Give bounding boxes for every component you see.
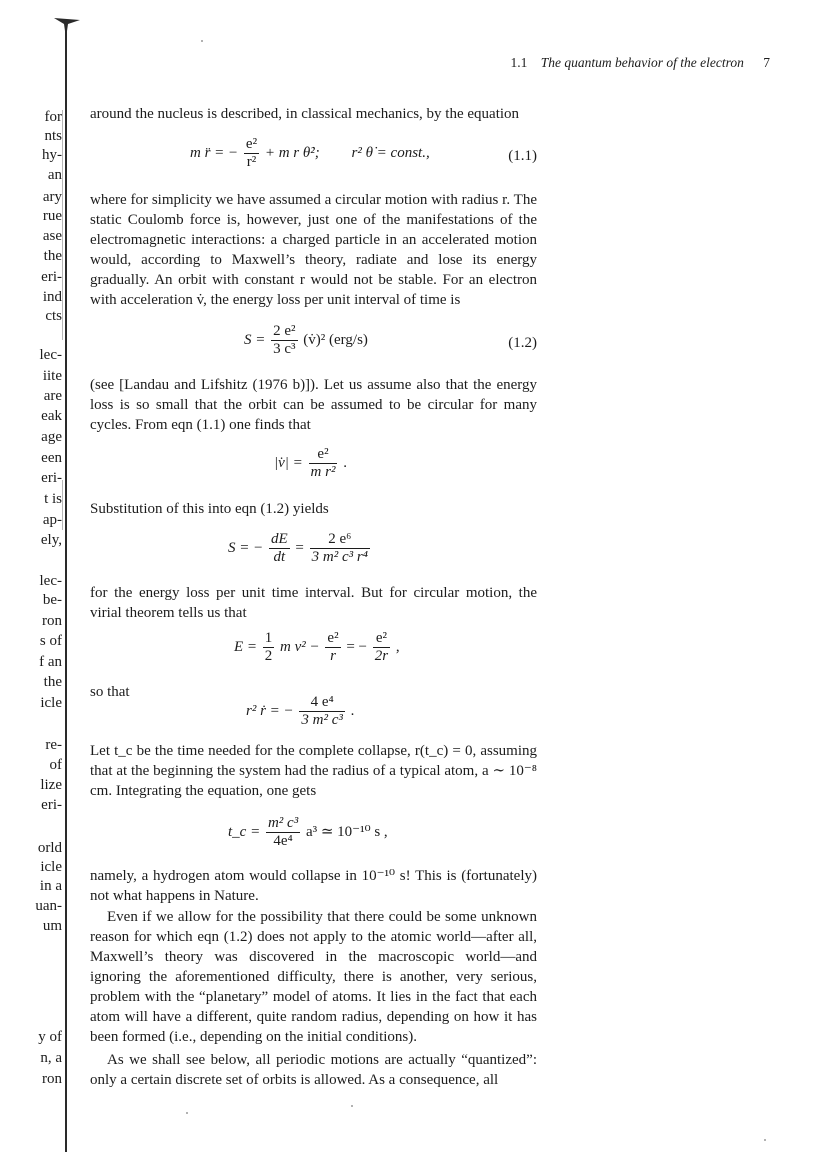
margin-fragment: of xyxy=(49,757,62,773)
equation-virial: E = $\frac{1}{2}$ m v² − $\frac{\text{e²}}{r}$ = − $\frac{\text{e²}}{2r}$ , xyxy=(234,630,400,664)
margin-fragment: f an xyxy=(39,654,62,670)
margin-fragment: cts xyxy=(45,308,62,324)
equation-velocity: |v̇| = $\frac{\text{e²}}{\text{m r²}}$ . xyxy=(274,446,347,480)
margin-fragment: are xyxy=(43,388,62,404)
margin-fragment: uan- xyxy=(35,898,62,914)
margin-fragment: orld xyxy=(37,840,62,856)
gutter-rule xyxy=(62,110,63,340)
scan-speck xyxy=(186,1112,188,1114)
margin-fragment: be- xyxy=(42,592,62,608)
paragraph: Let t_c be the time needed for the complete collapse, r(t_c) = 0, assuming that at the beginning the system had the radius of a typical atom, a ∼ 10⁻⁸ cm. Integrating the equation, one gets xyxy=(90,743,537,799)
scan-speck xyxy=(201,40,203,42)
margin-fragment: icle xyxy=(40,695,62,711)
margin-fragment: ary xyxy=(42,189,62,205)
margin-fragment: iite xyxy=(42,368,62,384)
margin-fragment: age xyxy=(41,429,62,445)
margin-fragment: re- xyxy=(45,737,62,753)
paragraph: so that xyxy=(90,684,130,700)
equation-number: (1.1) xyxy=(508,148,537,164)
margin-fragment: t is xyxy=(44,491,62,507)
binding-edge xyxy=(65,22,67,1152)
margin-fragment: y of xyxy=(38,1029,62,1045)
page-number: 7 xyxy=(763,55,770,70)
binding-mark-icon xyxy=(52,16,82,38)
margin-fragment: n, a xyxy=(40,1050,62,1066)
margin-fragment: for xyxy=(44,109,62,125)
margin-fragment: the xyxy=(43,248,62,264)
margin-fragment: in a xyxy=(39,878,62,894)
margin-fragment: lize xyxy=(40,777,62,793)
paragraph: Substitution of this into eqn (1.2) yields xyxy=(90,501,329,517)
margin-fragment: s of xyxy=(39,633,62,649)
paragraph: namely, a hydrogen atom would collapse in 10⁻¹⁰ s! This is (fortunately) not what happens in Nature. xyxy=(90,868,537,904)
margin-fragment: um xyxy=(42,918,62,934)
scan-speck xyxy=(351,1105,353,1107)
margin-fragment: een xyxy=(41,450,62,466)
margin-fragment: hy- xyxy=(42,147,62,163)
equation-energy-loss: S = − $\frac{dE}{dt}$ = $\frac{\text{2 e⁶}}{\text{3 m² c³ r⁴}}$ xyxy=(228,531,368,565)
paragraph: around the nucleus is described, in classical mechanics, by the equation xyxy=(90,106,520,122)
paragraph: for the energy loss per unit time interval. But for circular motion, the virial theorem tells us that xyxy=(90,585,537,621)
margin-fragment: eak xyxy=(41,408,62,424)
margin-fragment: ase xyxy=(42,228,62,244)
paragraph: where for simplicity we have assumed a circular motion with radius r. The static Coulomb force is, however, just one of the manifestations of the electromagnetic interactions: a charged particle in an accelerated motion would, according to Maxwell’s theory, radiate and lose its energy gradually. An orbit with constant r would not be stable. For an electron with acceleration v̇, the energy loss per unit interval of time is xyxy=(90,192,537,308)
margin-fragment: ap- xyxy=(42,512,62,528)
margin-fragment: ely, xyxy=(40,532,62,548)
equation-number: (1.2) xyxy=(508,335,537,351)
equation-1-2: S = $\frac{\text{2 e²}}{\text{3 c³}}$ (v̇)² (erg/s) (1.2) xyxy=(244,323,537,357)
equation-collapse-time: t_c = $\frac{\text{m² c³}}{\text{4e⁴}}$ a³ ≃ 10⁻¹⁰ s , xyxy=(228,815,388,849)
section-title: The quantum behavior of the electron xyxy=(540,55,744,70)
margin-fragment: ron xyxy=(42,1071,62,1087)
scan-speck xyxy=(764,1139,766,1141)
margin-fragment: icle xyxy=(40,859,62,875)
paragraph: Even if we allow for the possibility that there could be some unknown reason for which eqn (1.2) does not apply to the atomic world—after all, Maxwell’s theory was discovered in the macroscopic world—and ignoring the aforementioned difficulty, there is another, very serious, problem with the “planetary” model of atoms. It lies in the fact that each atom will have a different, quite random radius, depending on how it has been formed (i.e., depending on the initial conditions). xyxy=(90,909,537,1045)
gutter-rule xyxy=(62,480,63,530)
running-header xyxy=(480,55,770,71)
margin-fragment: eri- xyxy=(41,470,62,486)
margin-fragment: the xyxy=(43,674,62,690)
margin-fragment: ind xyxy=(42,289,62,305)
margin-fragment: eri- xyxy=(41,269,62,285)
margin-fragment: lec- xyxy=(39,347,62,363)
paragraph: (see [Landau and Lifshitz (1976 b)]). Let us assume also that the energy loss is so small that the orbit can be assumed to be circular for many cycles. From eqn (1.1) one finds that xyxy=(90,377,537,433)
margin-fragment: nts xyxy=(44,128,62,144)
equation-radius-rate: r² ṙ = − $\frac{\text{4 e⁴}}{\text{3 m² c³}}$ . xyxy=(246,694,355,728)
margin-fragment: lec- xyxy=(39,573,62,589)
equation-1-1: m r̈ = − $\frac{\text{e²}}{\text{r²}}$ + m r θ̇²; r² θ̇ = const., (1.1) xyxy=(190,136,537,170)
paragraph: As we shall see below, all periodic motions are actually “quantized”: only a certain discrete set of orbits is allowed. As a consequence, all xyxy=(90,1052,537,1088)
margin-fragment: rue xyxy=(42,208,62,224)
margin-fragment: an xyxy=(47,167,62,183)
section-number: 1.1 xyxy=(510,55,528,70)
margin-fragment: ron xyxy=(42,613,62,629)
margin-fragment: eri- xyxy=(41,797,62,813)
